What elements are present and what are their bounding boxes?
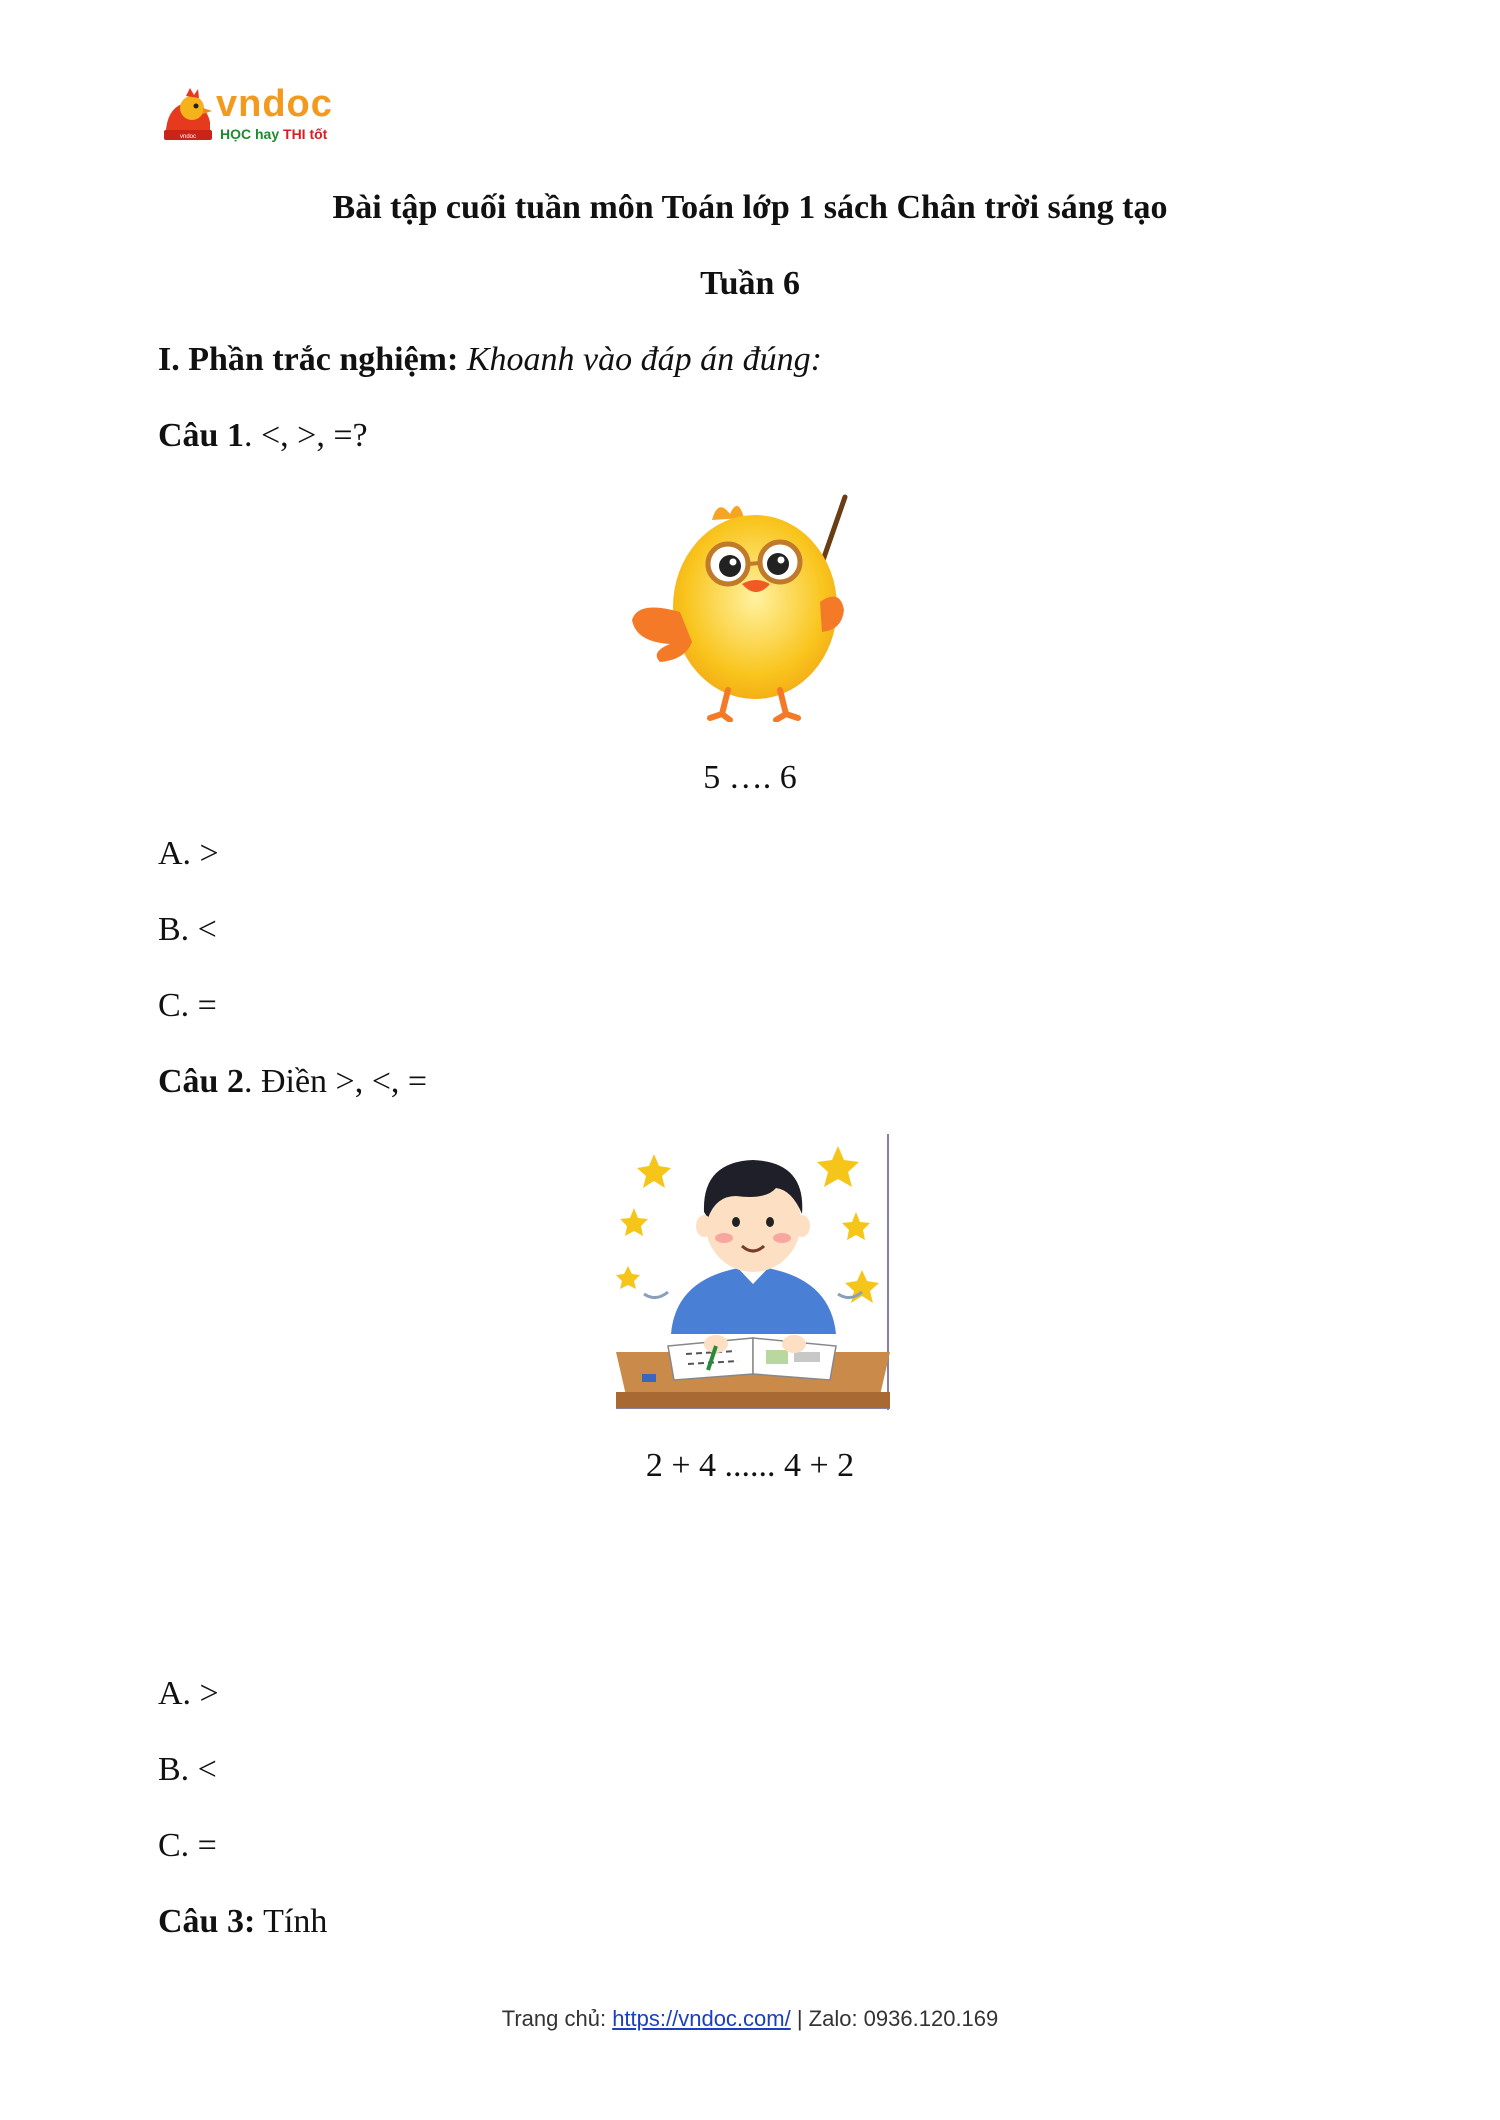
footer-contact: | Zalo: 0936.120.169 [790, 2006, 999, 2031]
section-title: I. Phần trắc nghiệm: [158, 341, 459, 378]
question-2 [158, 1060, 427, 1104]
question-3-label: Câu 3: [158, 1903, 256, 1940]
question-2-option-b[interactable]: B. < [158, 1751, 217, 1788]
question-1-option-a[interactable]: A. > [158, 835, 219, 872]
logo-tagline [220, 125, 327, 143]
footer-prefix: Trang chủ: [501, 2006, 613, 2031]
footer-homepage-link[interactable]: https://vndoc.com/ [612, 2006, 791, 2031]
question-2-option-a[interactable]: A. > [158, 1675, 219, 1712]
document-title: Bài tập cuối tuần môn Toán lớp 1 sách Chân trời sáng tạo [332, 189, 1168, 226]
vndoc-logo[interactable] [158, 82, 358, 148]
logo-tagline-green: HỌC hay [220, 126, 284, 142]
section-instruction: Khoanh vào đáp án đúng: [466, 341, 822, 378]
question-2-option-c[interactable]: C. = [158, 1827, 217, 1864]
question-1-prompt: . <, >, =? [243, 417, 368, 454]
boy-studying-icon [616, 1134, 890, 1410]
question-1-expression: 5 …. 6 [703, 759, 797, 796]
question-3-prompt: Tính [255, 1903, 328, 1940]
logo-tagline-red: THI tốt [283, 126, 328, 142]
question-1-label: Câu 1 [158, 417, 244, 454]
question-1 [158, 414, 368, 458]
svg-text:vndoc: vndoc [179, 134, 197, 140]
question-1-option-b[interactable]: B. < [158, 911, 217, 948]
page-footer [0, 2004, 1500, 2034]
question-2-expression: 2 + 4 ...... 4 + 2 [645, 1447, 855, 1484]
logo-wordmark: vndoc [216, 83, 333, 125]
chick-teacher-icon [630, 492, 880, 722]
week-heading: Tuần 6 [700, 265, 800, 302]
question-3 [158, 1900, 327, 1944]
chicken-mascot-icon [158, 86, 216, 144]
question-2-label: Câu 2 [158, 1063, 244, 1100]
question-2-prompt: . Điền >, <, = [243, 1063, 428, 1100]
question-1-option-c[interactable]: C. = [158, 987, 217, 1024]
section-heading [158, 338, 822, 382]
